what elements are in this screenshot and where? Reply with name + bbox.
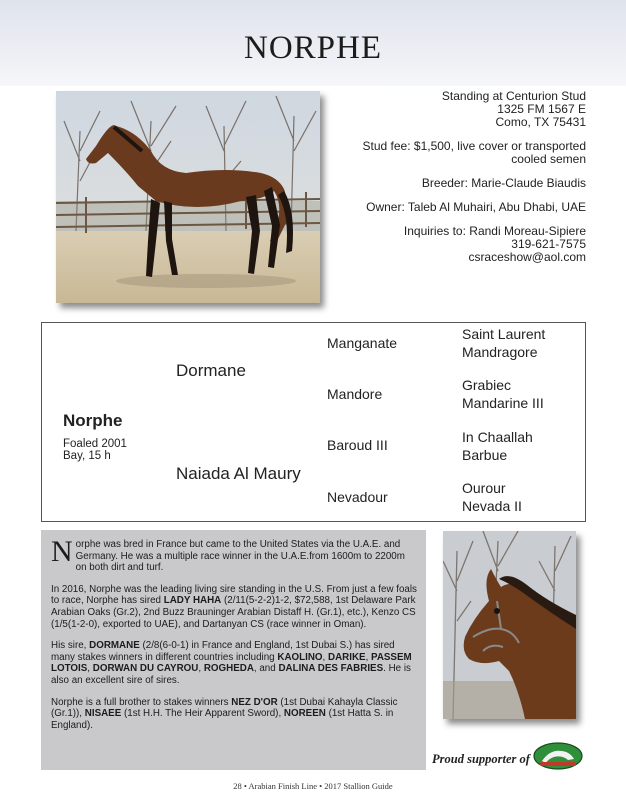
page-footer: 28 • Arabian Finish Line • 2017 Stallion Guide [233, 781, 393, 791]
pedigree-g6: Barbue [462, 447, 508, 463]
email-link[interactable]: csraceshow@aol.com [468, 250, 586, 264]
stud-fee-line-1: Stud fee: $1,500, live cover or transported [362, 139, 586, 153]
pedigree-color: Bay, 15 h [63, 450, 111, 462]
story-paragraph-1: Norphe was bred in France but came to the United States via the U.A.E. and Germany. He was a multiple race winner in the U.A.E.from 1600m to 2200m on both dirt and turf. [51, 535, 405, 574]
breeder: Breeder: Marie-Claude Biaudis [421, 176, 586, 190]
pedigree-dam-dam: Nevadour [327, 489, 388, 505]
pedigree-g5: In Chaallah [462, 429, 533, 445]
pedigree-foaled: Foaled 2001 [63, 438, 127, 450]
story-text [41, 530, 426, 770]
pedigree-horse-name: Norphe [63, 411, 123, 430]
pedigree-dam: Naiada Al Maury [176, 464, 301, 483]
address-line-2: Como, TX 75431 [495, 115, 586, 129]
pedigree-g8: Nevada II [462, 498, 522, 514]
drop-cap: N [51, 535, 73, 568]
supporter-text: Proud supporter of [432, 752, 530, 766]
pedigree-sire-dam: Mandore [327, 386, 383, 402]
phone: 319-621-7575 [511, 237, 586, 251]
pedigree-chart [41, 322, 586, 522]
pedigree-g7: Ourour [462, 480, 506, 496]
story-paragraph-4: Norphe is a full brother to stakes winners NEZ D'OR (1st Dubai Kahayla Classic (Gr.1)), NISAEE (1st H.H. The Heir Apparent Sword), NOREEN (1st Hatta S. in England). [51, 696, 398, 731]
pedigree-g4: Mandarine III [462, 395, 544, 411]
inquiries: Inquiries to: Randi Moreau-Sipiere [403, 224, 586, 238]
pedigree-sire-sire: Manganate [327, 335, 398, 351]
supporter-logo [532, 741, 584, 771]
pedigree-dam-sire: Baroud III [327, 437, 388, 453]
horse-photo-head [443, 531, 576, 719]
story-paragraph-3: His sire, DORMANE (2/8(6-0-1) in France and England, 1st Dubai S.) has sired many stakes winners in different countries including KAOLINO, DARIKE, PASSEM LOTOIS, DORWAN DU CAYROU, ROGHEDA, and DALINA DES FABRIES. He is also an excellent sire of sires. [51, 640, 412, 686]
standing-location: Standing at Centurion Stud [441, 89, 586, 103]
horse-photo-main [56, 91, 320, 303]
page-title: NORPHE [243, 30, 383, 66]
story-paragraph-2: In 2016, Norphe was the leading living sire standing in the U.S. From just a few foals to race, Norphe has sired LADY HAHA (2/11(5-2-2)1-2, $72,588, 1st Delaware Park Arabian Oaks (Gr.2), 2nd Buzz Brauninger Arabian Distaff H. (Gr.1), etc.), Kenzo CS (1/5(1-2-0), exported to UAE), and Dartanyan CS (race winner in Oman). [51, 583, 417, 630]
stud-fee-line-2: cooled semen [511, 152, 586, 166]
owner: Owner: Taleb Al Muhairi, Abu Dhabi, UAE [366, 200, 586, 214]
pedigree-g2: Mandragore [462, 344, 538, 360]
stud-info [330, 90, 586, 275]
pedigree-g1: Saint Laurent [462, 326, 546, 342]
pedigree-sire: Dormane [176, 361, 246, 380]
pedigree-g3: Grabiec [462, 377, 512, 393]
address-line-1: 1325 FM 1567 E [497, 102, 586, 116]
